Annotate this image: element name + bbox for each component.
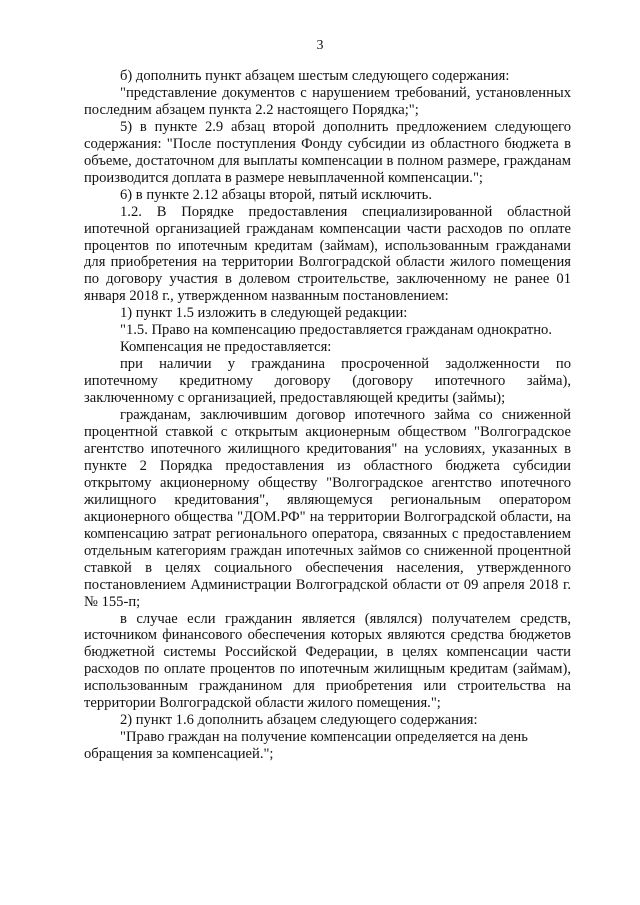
paragraph: 1.2. В Порядке предоставления специализированной областной ипотечной организацией гражданам компенсации части расходов по оплате процентов по ипотечным кредитам (займам), использованным гражданами для приобретения на территории Волгоградской области жилого помещения по договору участия в долевом строительстве, заключенному не ранее 01 января 2018 г., утвержденном названным постановлением: <box>84 203 571 305</box>
paragraph: б) дополнить пункт абзацем шестым следующего содержания: <box>120 68 510 84</box>
paragraph: "1.5. Право на компенсацию предоставляется гражданам однократно. <box>120 322 552 339</box>
paragraph: 2) пункт 1.6 дополнить абзацем следующего содержания: <box>120 712 478 729</box>
paragraph: Компенсация не предоставляется: <box>120 339 332 356</box>
paragraph: гражданам, заключившим договор ипотечного займа со сниженной процентной ставкой с открытым акционерным обществом "Волгоградское агентство ипотечного жилищного кредитования" на условиях, указанных в пункте 2 Порядка предоставления из областного бюджета субсидии открытому акционерному обществу "Волгоградское агентство ипотечного жилищного кредитования", являющемуся региональным оператором акционерного общества "ДОМ.РФ" на территории Волгоградской области, на компенсацию затрат регионального оператора, связанных с предоставлением отдельным категориям граждан ипотечных займов со сниженной процентной ставкой в целях социального обеспечения населения, утвержденного постановлением Администрации Волгоградской области от 09 апреля 2018 г. № 155-п; <box>84 407 571 610</box>
paragraph: 6) в пункте 2.12 абзацы второй, пятый исключить. <box>120 186 432 203</box>
paragraph: 5) в пункте 2.9 абзац второй дополнить предложением следующего содержания: "После поступления Фонду субсидии из областного бюджета в объеме, достаточном для выплаты компенсации в полном размере, гражданам производится доплата в размере невыплаченной компенсации."; <box>84 118 571 186</box>
paragraph: "Право граждан на получение компенсации определяется на день обращения за компенсацией."; <box>84 729 528 763</box>
page-number: 3 <box>316 38 324 53</box>
paragraph: 1) пункт 1.5 изложить в следующей редакции: <box>120 305 408 322</box>
paragraph: при наличии у гражданина просроченной задолженности по ипотечному кредитному договору (договору ипотечного займа), заключенному с организацией, предоставляющей кредиты (займы); <box>84 356 571 407</box>
paragraph: в случае если гражданин является (являлся) получателем средств, источником финансового обеспечения которых являются средства бюджетов бюджетной системы Российской Федерации, в целях компенсации части расходов по оплате процентов по ипотечным жилищным кредитам (займам), использованным гражданином для приобретения или строительства на территории Волгоградской области жилого помещения."; <box>84 610 571 712</box>
paragraph: "представление документов с нарушением требований, установленных последним абзацем пункта 2.2 настоящего Порядка;"; <box>84 84 571 118</box>
document-body <box>84 68 571 763</box>
